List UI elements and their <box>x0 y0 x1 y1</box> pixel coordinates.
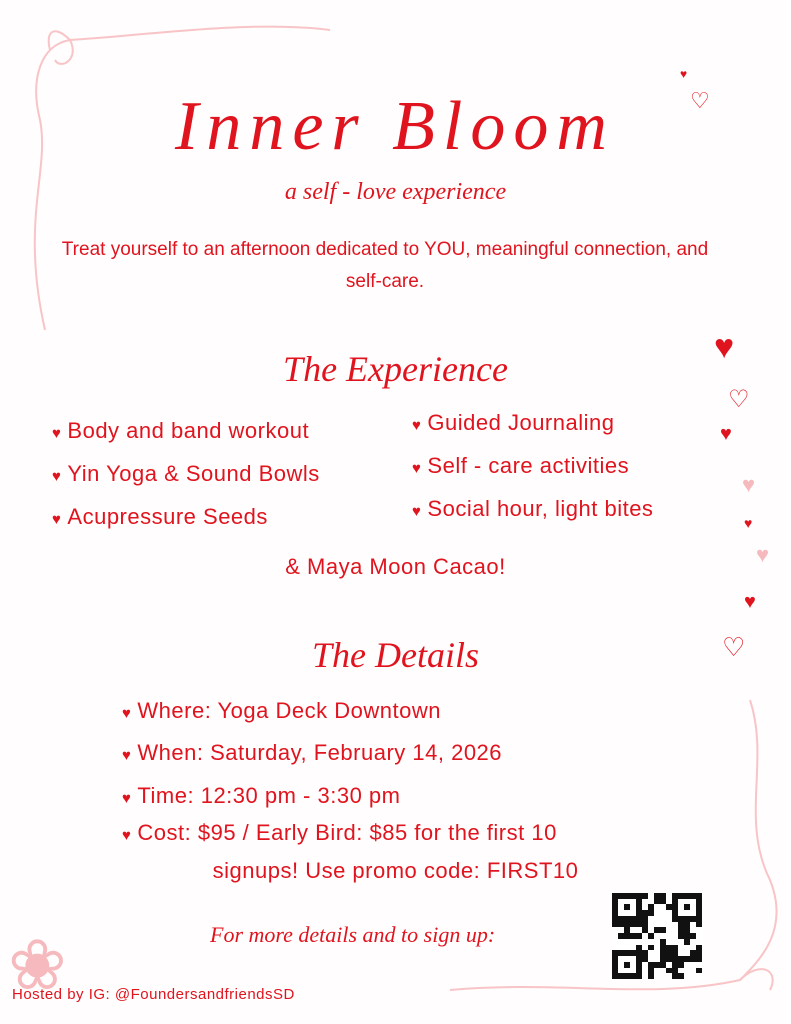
intro-text: Treat yourself to an afternoon dedicated to YOU, meaningful connection, and self-care. <box>61 239 709 292</box>
qr-module <box>696 973 702 979</box>
list-item: ♥ Yin Yoga & Sound Bowls <box>52 461 320 486</box>
event-title: Inner Bloom <box>175 88 615 165</box>
heart-icon: ♥ <box>744 591 756 613</box>
details-heading: The Details <box>312 635 479 675</box>
heart-icon: ♥ <box>680 67 688 81</box>
list-item: ♥ Social hour, light bites <box>412 496 654 521</box>
heart-icon: ♥ <box>714 328 735 366</box>
heart-outline-icon: ♡ <box>722 632 746 662</box>
signup-text: For more details and to sign up: <box>210 922 496 947</box>
heart-outline-icon: ♡ <box>728 386 750 413</box>
heart-bullet-icon: ♥ <box>412 460 422 477</box>
detail-when: ♥ When: Saturday, February 14, 2026 <box>122 740 503 765</box>
detail-cost: ♥ Cost: $95 / Early Bird: $85 for the first 10 <box>122 820 557 845</box>
experience-heading: The Experience <box>283 349 508 389</box>
heart-bullet-icon: ♥ <box>52 425 62 442</box>
list-item: ♥ Body and band workout <box>52 418 310 443</box>
rose-decoration-icon: ❀ <box>8 926 67 1004</box>
heart-bullet-icon: ♥ <box>52 468 62 485</box>
heart-bullet-icon: ♥ <box>412 503 422 520</box>
heart-icon: ♥ <box>720 423 732 445</box>
heart-bullet-icon: ♥ <box>52 511 62 528</box>
heart-icon: ♥ <box>744 515 753 531</box>
heart-bullet-icon: ♥ <box>122 827 132 844</box>
detail-cost-continued: signups! Use promo code: FIRST10 <box>212 858 579 883</box>
heart-icon: ♥ <box>742 472 756 497</box>
list-item: ♥ Guided Journaling <box>412 410 615 435</box>
heart-bullet-icon: ♥ <box>122 705 132 722</box>
heart-bullet-icon: ♥ <box>122 747 132 764</box>
list-item: ♥ Self - care activities <box>412 453 630 478</box>
detail-where: ♥ Where: Yoga Deck Downtown <box>122 698 441 723</box>
signup-qr-code[interactable] <box>612 893 702 979</box>
heart-bullet-icon: ♥ <box>122 790 132 807</box>
heart-outline-icon: ♡ <box>690 88 710 113</box>
heart-bullet-icon: ♥ <box>412 417 422 434</box>
list-item: ♥ Acupressure Seeds <box>52 504 268 529</box>
host-credit: Hosted by IG: @FoundersandfriendsSD <box>12 986 295 1003</box>
extra-item: & Maya Moon Cacao! <box>285 554 506 579</box>
event-subtitle: a self - love experience <box>284 179 507 205</box>
heart-icon: ♥ <box>756 542 770 567</box>
detail-time: ♥ Time: 12:30 pm - 3:30 pm <box>122 783 401 808</box>
